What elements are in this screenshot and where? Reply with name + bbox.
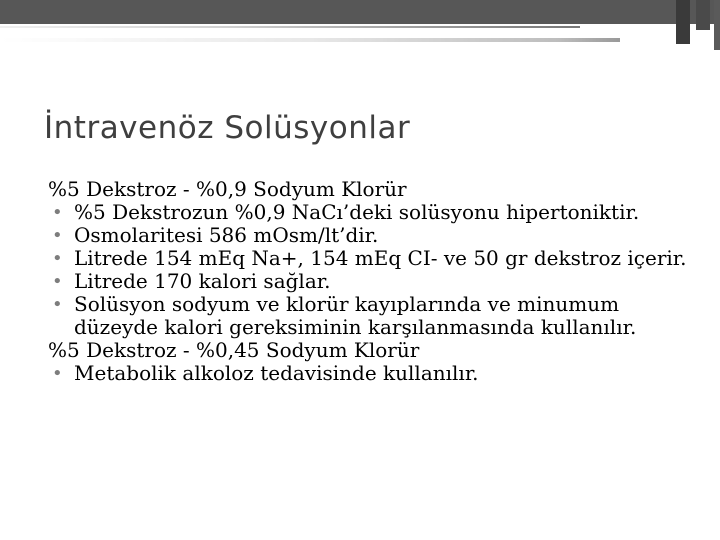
top-decorative-bar (0, 0, 720, 24)
list-item (48, 293, 698, 339)
list-item-text: Litrede 170 kalori sağlar. (74, 269, 331, 293)
list-item-text: Osmolaritesi 586 mOsm/lt’dir. (74, 223, 379, 247)
bullet-icon: • (52, 248, 63, 269)
bullet-icon: • (52, 202, 63, 223)
bullet-icon: • (52, 363, 63, 384)
list-item (48, 224, 698, 247)
bullet-icon: • (52, 225, 63, 246)
list-item-text: Litrede 154 mEq Na+, 154 mEq CI- ve 50 gr dekstroz içerir. (74, 246, 687, 270)
section-heading: %5 Dekstroz - %0,45 Sodyum Klorür (48, 338, 420, 362)
corner-block (714, 0, 720, 50)
decorative-divider (0, 26, 580, 28)
corner-block (696, 0, 710, 30)
slide-content (48, 178, 698, 385)
corner-block (676, 0, 690, 44)
section-heading: %5 Dekstroz - %0,9 Sodyum Klorür (48, 177, 407, 201)
list-item-text: %5 Dekstrozun %0,9 NaCı’deki solüsyonu hipertoniktir. (74, 200, 640, 224)
slide-title: İntravenöz Solüsyonlar (44, 110, 411, 146)
list-item (48, 247, 698, 270)
decorative-divider (0, 38, 620, 42)
bullet-list (48, 201, 698, 339)
list-item (48, 270, 698, 293)
list-item-text: Solüsyon sodyum ve klorür kayıplarında ve minumum düzeyde kalori gereksiminin karşılanmasında kullanılır. (74, 292, 637, 339)
bullet-icon: • (52, 271, 63, 292)
list-item (48, 201, 698, 224)
list-item (48, 362, 698, 385)
bullet-list (48, 362, 698, 385)
list-item-text: Metabolik alkoloz tedavisinde kullanılır. (74, 361, 479, 385)
bullet-icon: • (52, 294, 63, 315)
